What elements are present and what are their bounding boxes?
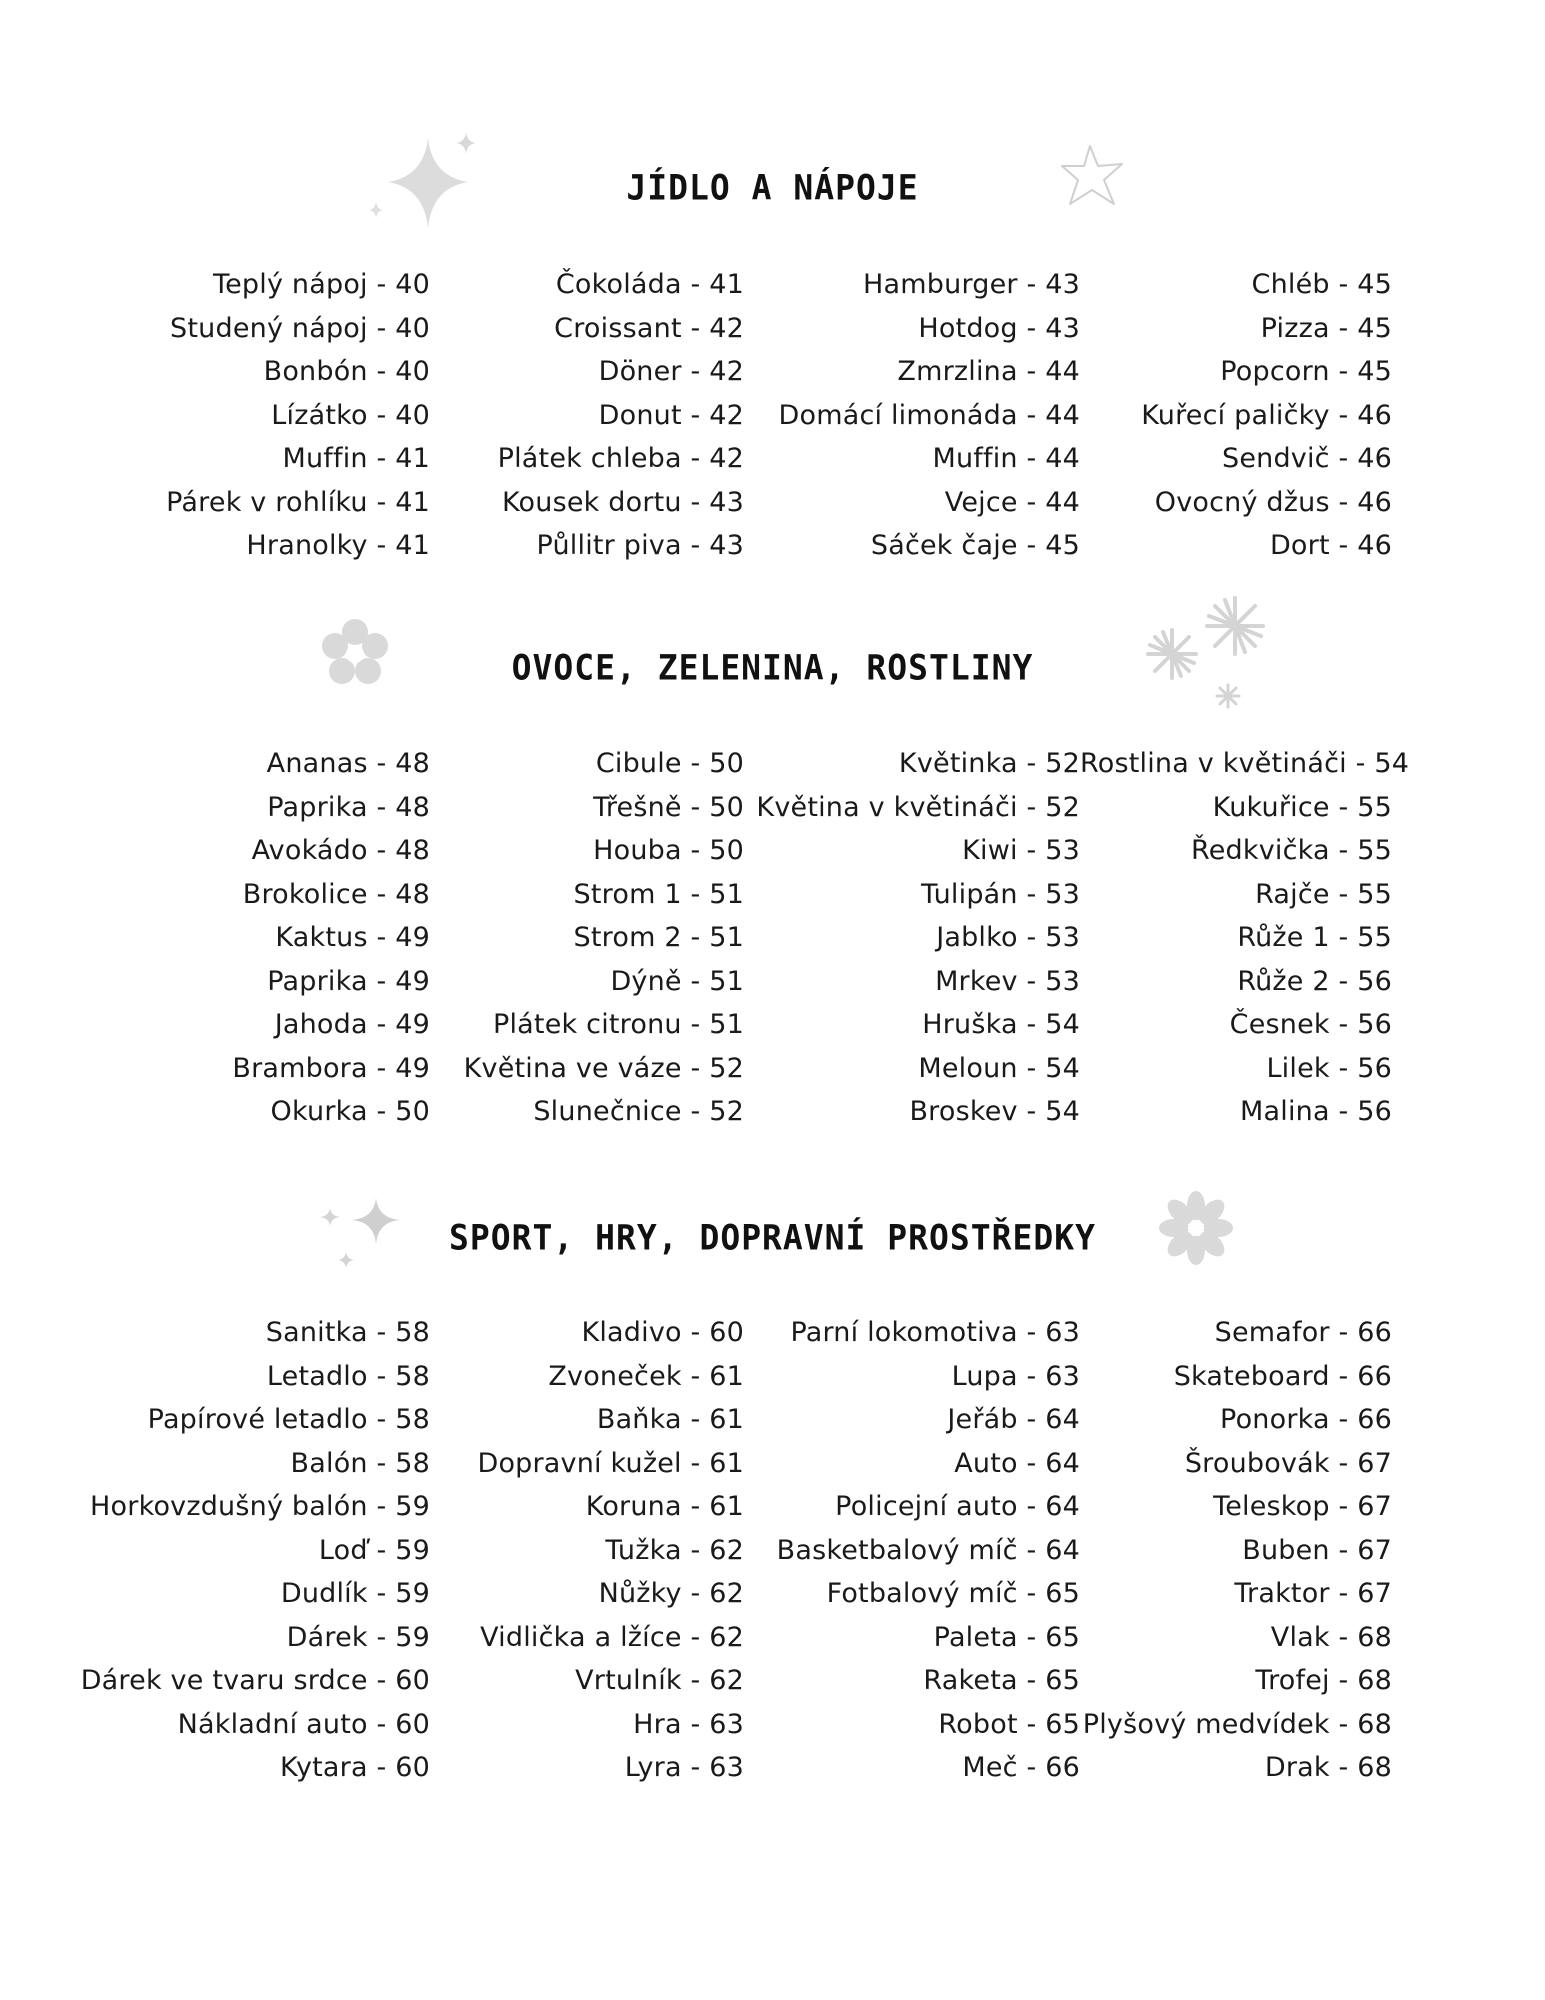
index-entry: Houba - 50 (593, 835, 744, 866)
index-entry: Kaktus - 49 (275, 922, 430, 953)
index-entry: Kytara - 60 (280, 1752, 430, 1783)
index-entry: Koruna - 61 (585, 1491, 744, 1522)
sport-column-3 (744, 1311, 1080, 1790)
index-entry: Paprika - 49 (267, 965, 430, 997)
food-column-1 (100, 263, 430, 568)
index-entry: Robot - 65 (938, 1708, 1080, 1740)
index-entry: Semafor - 66 (1214, 1317, 1392, 1348)
index-entry: Avokádo - 48 (251, 835, 430, 866)
index-entry: Rajče - 55 (1255, 878, 1392, 910)
index-entry: Květinka - 52 (898, 748, 1080, 779)
index-entry: Muffin - 44 (932, 443, 1080, 474)
index-entry: Basketbalový míč - 64 (776, 1534, 1080, 1566)
index-entry: Bonbón - 40 (263, 356, 430, 387)
section-title-food: JÍDLO A NÁPOJE (626, 167, 919, 208)
food-column-4 (1080, 263, 1392, 568)
index-entry: Buben - 67 (1242, 1534, 1392, 1566)
index-entry: Raketa - 65 (923, 1665, 1080, 1696)
index-entry: Teleskop - 67 (1213, 1491, 1392, 1522)
index-entry: Popcorn - 45 (1220, 356, 1392, 387)
plants-column-3 (744, 742, 1080, 1134)
index-entry: Plátek chleba - 42 (497, 443, 744, 474)
plants-column-4 (1080, 742, 1410, 1134)
index-entry: Květina v květináči - 52 (756, 791, 1080, 823)
index-entry: Sáček čaje - 45 (870, 530, 1080, 561)
index-entry: Croissant - 42 (554, 312, 744, 344)
index-entry: Sendvič - 46 (1222, 443, 1392, 474)
index-entry: Kladivo - 60 (581, 1317, 744, 1348)
index-entry: Traktor - 67 (1234, 1578, 1392, 1609)
index-entry: Kuřecí paličky - 46 (1141, 399, 1392, 431)
index-entry: Domácí limonáda - 44 (778, 399, 1080, 431)
index-entry: Zmrzlina - 44 (897, 356, 1080, 387)
plants-column-2 (430, 742, 744, 1134)
index-entry: Strom 2 - 51 (573, 922, 744, 953)
index-entry: Rostlina v květináči - 54 (1080, 748, 1410, 779)
index-entry: Horkovzdušný balón - 59 (90, 1491, 430, 1522)
index-entry: Ponorka - 66 (1220, 1404, 1392, 1435)
index-entry: Kousek dortu - 43 (501, 486, 744, 518)
index-entry: Brambora - 49 (232, 1052, 430, 1084)
index-entry: Tulipán - 53 (921, 878, 1080, 910)
index-entry: Růže 1 - 55 (1237, 922, 1392, 953)
index-entry: Třešně - 50 (593, 791, 744, 823)
index-entry: Paleta - 65 (933, 1621, 1080, 1653)
index-entry: Ananas - 48 (266, 748, 430, 779)
index-entry: Párek v rohlíku - 41 (166, 486, 430, 518)
index-entry: Letadlo - 58 (266, 1360, 430, 1392)
index-entry: Meloun - 54 (918, 1052, 1080, 1084)
index-entry: Kiwi - 53 (962, 835, 1080, 866)
section-title-sport: SPORT, HRY, DOPRAVNÍ PROSTŘEDKY (449, 1217, 1096, 1258)
index-entry: Trofej - 68 (1255, 1665, 1392, 1696)
index-entry: Meč - 66 (962, 1752, 1080, 1783)
index-entry: Dopravní kužel - 61 (477, 1447, 744, 1479)
index-entry: Döner - 42 (598, 356, 744, 387)
index-entry: Hra - 63 (633, 1708, 744, 1740)
index-entry: Ředkvička - 55 (1190, 835, 1392, 866)
index-entry: Ovocný džus - 46 (1154, 486, 1392, 518)
index-entry: Lupa - 63 (951, 1360, 1080, 1392)
index-entry: Sanitka - 58 (265, 1317, 430, 1348)
index-entry: Slunečnice - 52 (533, 1096, 744, 1127)
food-column-2 (430, 263, 744, 568)
index-entry: Broskev - 54 (909, 1096, 1080, 1127)
index-entry: Lyra - 63 (624, 1752, 744, 1783)
index-entry: Studený nápoj - 40 (170, 312, 430, 344)
index-entry: Mrkev - 53 (935, 965, 1080, 997)
index-entry: Cibule - 50 (595, 748, 744, 779)
index-entry: Jahoda - 49 (274, 1009, 430, 1040)
sport-column-1 (60, 1311, 430, 1790)
index-entry: Hruška - 54 (922, 1009, 1080, 1040)
index-entry: Teplý nápoj - 40 (213, 269, 430, 300)
index-entry: Kukuřice - 55 (1212, 791, 1392, 823)
index-entry: Pizza - 45 (1260, 312, 1392, 344)
index-entry: Drak - 68 (1264, 1752, 1392, 1783)
index-entry: Malina - 56 (1240, 1096, 1392, 1127)
sport-column-4 (1080, 1311, 1392, 1790)
index-entry: Hotdog - 43 (918, 312, 1080, 344)
index-entry: Hamburger - 43 (863, 269, 1080, 300)
index-entry: Tužka - 62 (605, 1534, 744, 1566)
index-entry: Šroubovák - 67 (1184, 1447, 1392, 1479)
index-entry: Okurka - 50 (270, 1096, 430, 1127)
index-entry: Půllitr piva - 43 (536, 530, 744, 561)
index-entry: Nákladní auto - 60 (177, 1708, 430, 1740)
index-entry: Donut - 42 (598, 399, 744, 431)
section-title-plants: OVOCE, ZELENINA, ROSTLINY (511, 647, 1034, 688)
index-entry: Nůžky - 62 (598, 1578, 744, 1609)
plants-column-1 (100, 742, 430, 1134)
index-entry: Muffin - 41 (282, 443, 430, 474)
index-entry: Policejní auto - 64 (835, 1491, 1080, 1522)
index-entry: Vlak - 68 (1270, 1621, 1392, 1653)
index-entry: Dort - 46 (1269, 530, 1392, 561)
index-entry: Květina ve váze - 52 (463, 1052, 744, 1084)
index-entry: Vidlička a lžíce - 62 (480, 1621, 744, 1653)
index-entry: Papírové letadlo - 58 (147, 1404, 430, 1435)
index-entry: Baňka - 61 (596, 1404, 744, 1435)
index-entry: Lízátko - 40 (271, 399, 430, 431)
index-entry: Chléb - 45 (1251, 269, 1392, 300)
index-entry: Vrtulník - 62 (575, 1665, 744, 1696)
food-column-3 (744, 263, 1080, 568)
index-entry: Dárek ve tvaru srdce - 60 (80, 1665, 430, 1696)
index-entry: Paprika - 48 (267, 791, 430, 823)
index-entry: Plyšový medvídek - 68 (1082, 1708, 1392, 1740)
sport-column-2 (430, 1311, 744, 1790)
index-entry: Jablko - 53 (936, 922, 1080, 953)
index-entry: Dárek - 59 (286, 1621, 430, 1653)
index-entry: Skateboard - 66 (1173, 1360, 1392, 1392)
index-entry: Fotbalový míč - 65 (826, 1578, 1080, 1609)
index-entry: Brokolice - 48 (242, 878, 430, 910)
index-entry: Vejce - 44 (944, 486, 1080, 518)
index-entry: Parní lokomotiva - 63 (790, 1317, 1080, 1348)
index-entry: Plátek citronu - 51 (493, 1009, 744, 1040)
index-entry: Dudlík - 59 (280, 1578, 430, 1609)
index-entry: Čokoláda - 41 (555, 269, 744, 300)
index-entry: Dýně - 51 (610, 965, 744, 997)
index-entry: Loď - 59 (318, 1534, 430, 1566)
index-entry: Auto - 64 (954, 1447, 1080, 1479)
index-entry: Lilek - 56 (1266, 1052, 1392, 1084)
index-entry: Balón - 58 (290, 1447, 430, 1479)
index-entry: Růže 2 - 56 (1237, 965, 1392, 997)
index-entry: Jeřáb - 64 (947, 1404, 1080, 1435)
index-entry: Hranolky - 41 (246, 530, 430, 561)
index-entry: Strom 1 - 51 (573, 878, 744, 910)
index-entry: Zvoneček - 61 (548, 1360, 744, 1392)
index-entry: Česnek - 56 (1229, 1009, 1392, 1040)
